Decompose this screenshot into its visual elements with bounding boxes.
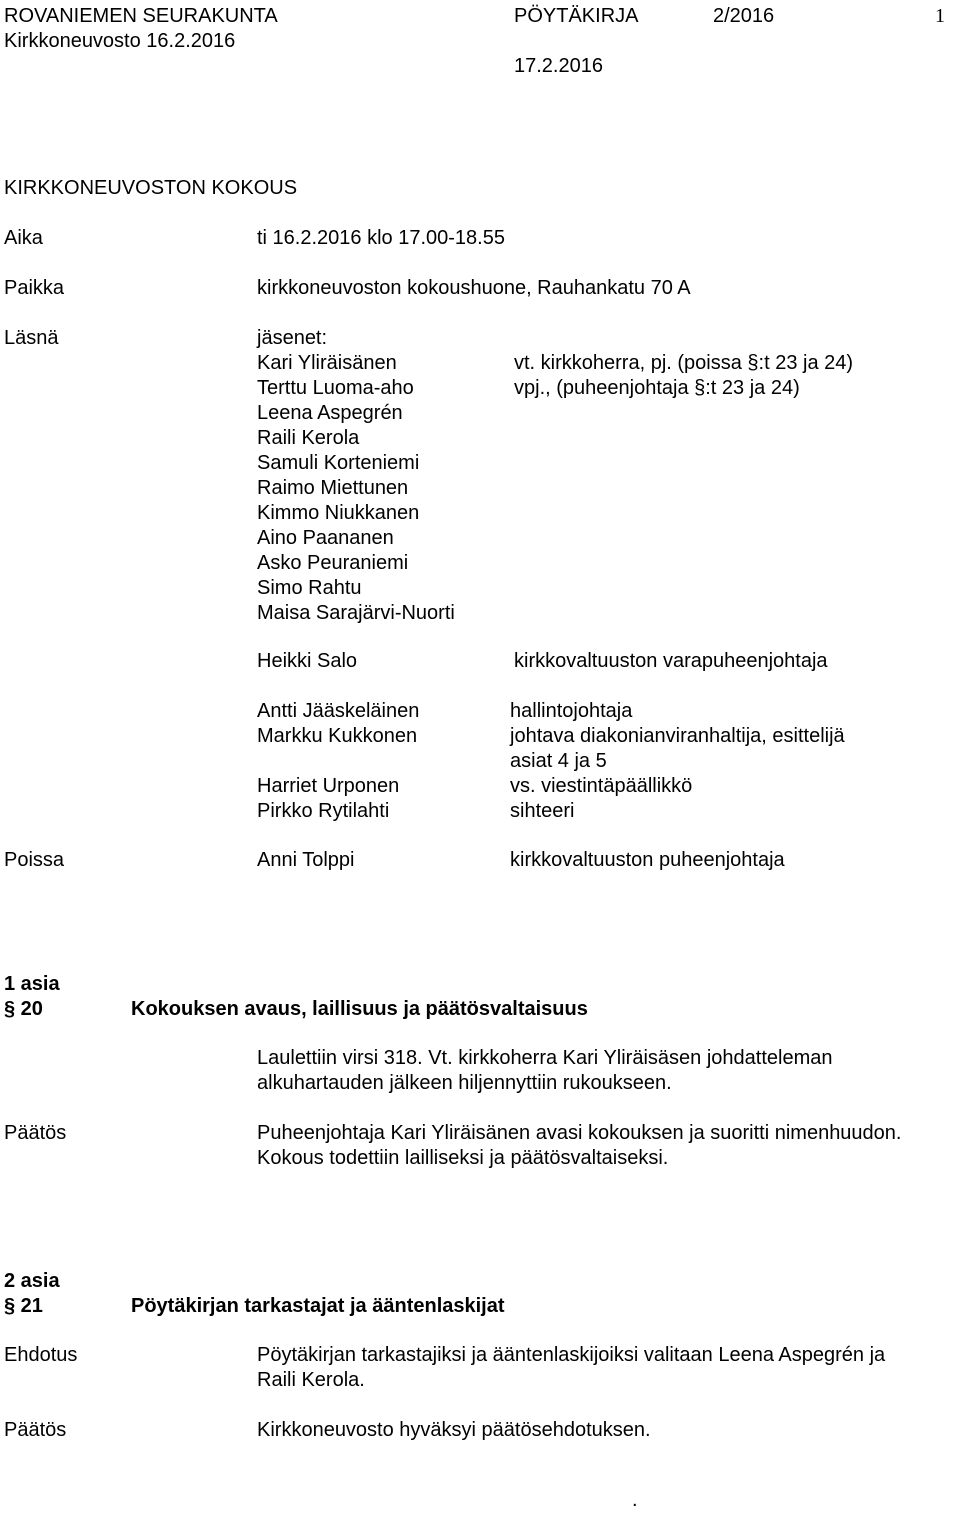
attendee-name: Markku Kukkonen bbox=[257, 725, 418, 747]
proposal-text: Raili Kerola. bbox=[257, 1369, 365, 1391]
decision-label: Päätös bbox=[4, 1122, 67, 1144]
member-role: vpj., (puheenjohtaja §:t 23 ja 24) bbox=[514, 377, 800, 399]
members-label: jäsenet: bbox=[257, 327, 328, 349]
attendee-role: kirkkovaltuuston varapuheenjohtaja bbox=[514, 650, 828, 672]
member-name: Maisa Sarajärvi-Nuorti bbox=[257, 602, 455, 624]
section-number: § 20 bbox=[4, 998, 43, 1020]
page-number: 1 bbox=[935, 5, 945, 27]
proposal-text: Pöytäkirjan tarkastajiksi ja ääntenlaskijoiksi valitaan Leena Aspegrén ja bbox=[257, 1344, 886, 1366]
absent-role: kirkkovaltuuston puheenjohtaja bbox=[510, 849, 785, 871]
agenda-item-label: 2 asia bbox=[4, 1270, 60, 1292]
attendee-name: Antti Jääskeläinen bbox=[257, 700, 420, 722]
footer-mark: . bbox=[632, 1489, 638, 1511]
document-number: 2/2016 bbox=[713, 5, 775, 27]
section-title: Kokouksen avaus, laillisuus ja päätösvaltaisuus bbox=[131, 998, 588, 1020]
attendee-role: hallintojohtaja bbox=[510, 700, 633, 722]
member-name: Leena Aspegrén bbox=[257, 402, 403, 424]
member-name: Simo Rahtu bbox=[257, 577, 362, 599]
document-type: PÖYTÄKIRJA bbox=[514, 5, 639, 27]
attendee-role: vs. viestintäpäällikkö bbox=[510, 775, 693, 797]
member-role: vt. kirkkoherra, pj. (poissa §:t 23 ja 24) bbox=[514, 352, 854, 374]
attendee-role: sihteeri bbox=[510, 800, 575, 822]
present-label: Läsnä bbox=[4, 327, 59, 349]
member-name: Kari Yliräisänen bbox=[257, 352, 397, 374]
meeting-title: KIRKKONEUVOSTON KOKOUS bbox=[4, 177, 298, 199]
member-name: Samuli Korteniemi bbox=[257, 452, 420, 474]
decision-text: Puheenjohtaja Kari Yliräisänen avasi kokouksen ja suoritti nimenhuudon. bbox=[257, 1122, 902, 1144]
decision-text: Kokous todettiin lailliseksi ja päätösvaltaiseksi. bbox=[257, 1147, 669, 1169]
signing-date: 17.2.2016 bbox=[514, 55, 603, 77]
member-name: Aino Paananen bbox=[257, 527, 394, 549]
organization-name: ROVANIEMEN SEURAKUNTA bbox=[4, 5, 278, 27]
section-text: alkuhartauden jälkeen hiljennyttiin rukoukseen. bbox=[257, 1072, 672, 1094]
section-number: § 21 bbox=[4, 1295, 43, 1317]
member-name: Asko Peuraniemi bbox=[257, 552, 409, 574]
absent-name: Anni Tolppi bbox=[257, 849, 355, 871]
section-title: Pöytäkirjan tarkastajat ja ääntenlaskijat bbox=[131, 1295, 505, 1317]
member-name: Terttu Luoma-aho bbox=[257, 377, 414, 399]
body-date: Kirkkoneuvosto 16.2.2016 bbox=[4, 30, 236, 52]
member-name: Kimmo Niukkanen bbox=[257, 502, 420, 524]
place-value: kirkkoneuvoston kokoushuone, Rauhankatu 70 A bbox=[257, 277, 691, 299]
section-text: Laulettiin virsi 318. Vt. kirkkoherra Kari Yliräisäsen johdatteleman bbox=[257, 1047, 833, 1069]
attendee-name: Harriet Urponen bbox=[257, 775, 400, 797]
absent-label: Poissa bbox=[4, 849, 65, 871]
attendee-role: johtava diakonianviranhaltija, esittelijä bbox=[510, 725, 845, 747]
attendee-name: Heikki Salo bbox=[257, 650, 358, 672]
place-label: Paikka bbox=[4, 277, 65, 299]
attendee-name: Pirkko Rytilahti bbox=[257, 800, 390, 822]
time-label: Aika bbox=[4, 227, 43, 249]
time-value: ti 16.2.2016 klo 17.00-18.55 bbox=[257, 227, 505, 249]
attendee-role-continued: asiat 4 ja 5 bbox=[510, 750, 607, 772]
decision-text: Kirkkoneuvosto hyväksyi päätösehdotuksen. bbox=[257, 1419, 651, 1441]
proposal-label: Ehdotus bbox=[4, 1344, 78, 1366]
member-name: Raili Kerola bbox=[257, 427, 360, 449]
agenda-item-label: 1 asia bbox=[4, 973, 60, 995]
member-name: Raimo Miettunen bbox=[257, 477, 409, 499]
decision-label: Päätös bbox=[4, 1419, 67, 1441]
